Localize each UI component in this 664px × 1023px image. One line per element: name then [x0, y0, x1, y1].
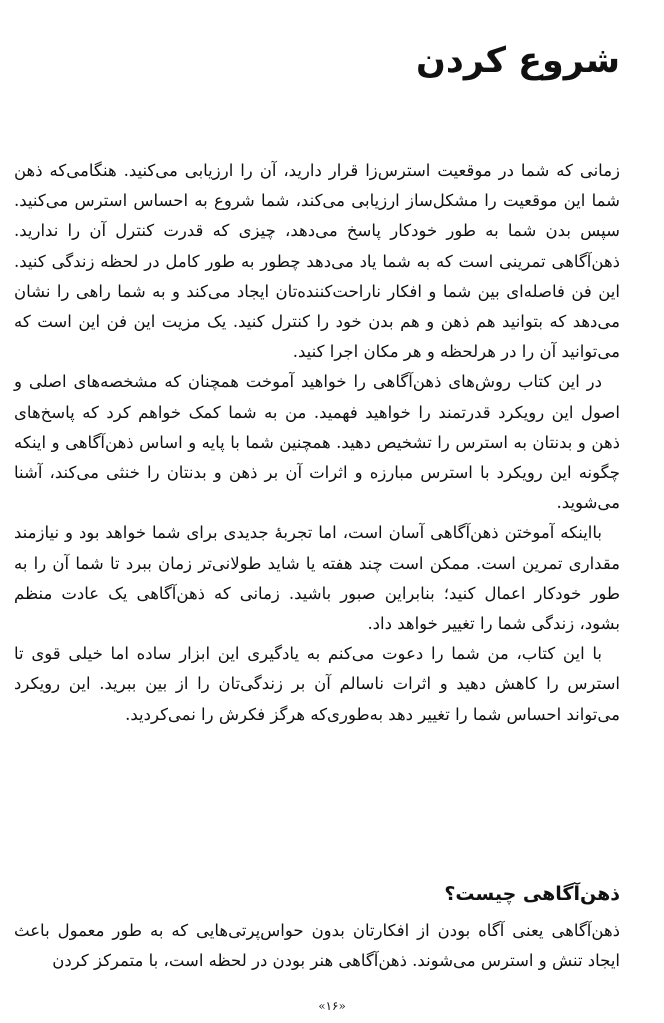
paragraph-4: با این کتاب، من شما را دعوت می‌کنم به یادگیری این ابزار ساده اما خیلی قوی تا استرس را کاهش دهید و اثرات ناسالم آن بر زندگی‌تان را از بین ببرید. این رویکرد می‌تواند احساس شما را تغییر دهد به‌طوری‌که هرگز فکرش را نمی‌کردید. — [14, 644, 620, 724]
section-paragraph: ذهن‌آگاهی یعنی آگاه بودن از افکارتان بدون حواس‌پرتی‌هایی که به طور معمول باعث ایجاد تنش و استرس می‌شوند. ذهن‌آگاهی هنر بودن در لحظه است، با متمرکز کردن — [14, 921, 620, 971]
section-body — [14, 916, 620, 976]
page-number: «۱۶» — [318, 999, 346, 1013]
paragraph-1: زمانی که شما در موقعیت استرس‌زا قرار دارید، آن را ارزیابی می‌کنید. هنگامی‌که ذهن شما این موقعیت را مشکل‌ساز ارزیابی می‌کند، شما شروع به احساس استرس می‌کنید. سپس بدن شما به طور خودکار پاسخ می‌دهد، چیزی که قدرت کنترل آن را ندارید. ذهن‌آگاهی تمرینی است که به شما یاد می‌دهد چطور به طور کامل در لحظه زندگی کنید. این فن فاصله‌ای بین شما و افکار ناراحت‌کننده‌تان ایجاد می‌کند و به شما راهی را نشان می‌دهد که بتوانید هم ذهن و هم بدن خود را کنترل کنید. یک مزیت این فن این است که می‌توانید آن را در هرلحظه و هر مکان اجرا کنید. — [14, 161, 620, 362]
chapter-body — [14, 156, 620, 730]
paragraph-2: در این کتاب روش‌های ذهن‌آگاهی را خواهید آموخت همچنان که مشخصه‌های اصلی و اصول این رویکرد قدرتمند را خواهید فهمید. من به شما کمک خواهم کرد که پاسخ‌های ذهن و بدنتان به استرس را تشخیص دهید. همچنین شما با پایه و اساس ذهن‌آگاهی و اینکه چگونه این رویکرد با استرس مبارزه و اثرات آن بر ذهن و بدنتان را خنثی می‌کند، آشنا می‌شوید. — [14, 372, 620, 513]
section-heading: ذهن‌آگاهی چیست؟ — [444, 883, 620, 905]
paragraph-3: بااینکه آموختن ذهن‌آگاهی آسان است، اما تجربهٔ جدیدی برای شما خواهد بود و نیازمند مقداری تمرین است. ممکن است چند هفته یا شاید طولانی‌تر زمان ببرد تا شما آن را به طور خودکار اعمال کنید؛ بنابراین صبور باشید. زمانی که ذهن‌آگاهی یک عادت منظم بشود، زندگی شما را تغییر خواهد داد. — [14, 523, 620, 634]
chapter-title: شروع کردن — [415, 41, 620, 81]
